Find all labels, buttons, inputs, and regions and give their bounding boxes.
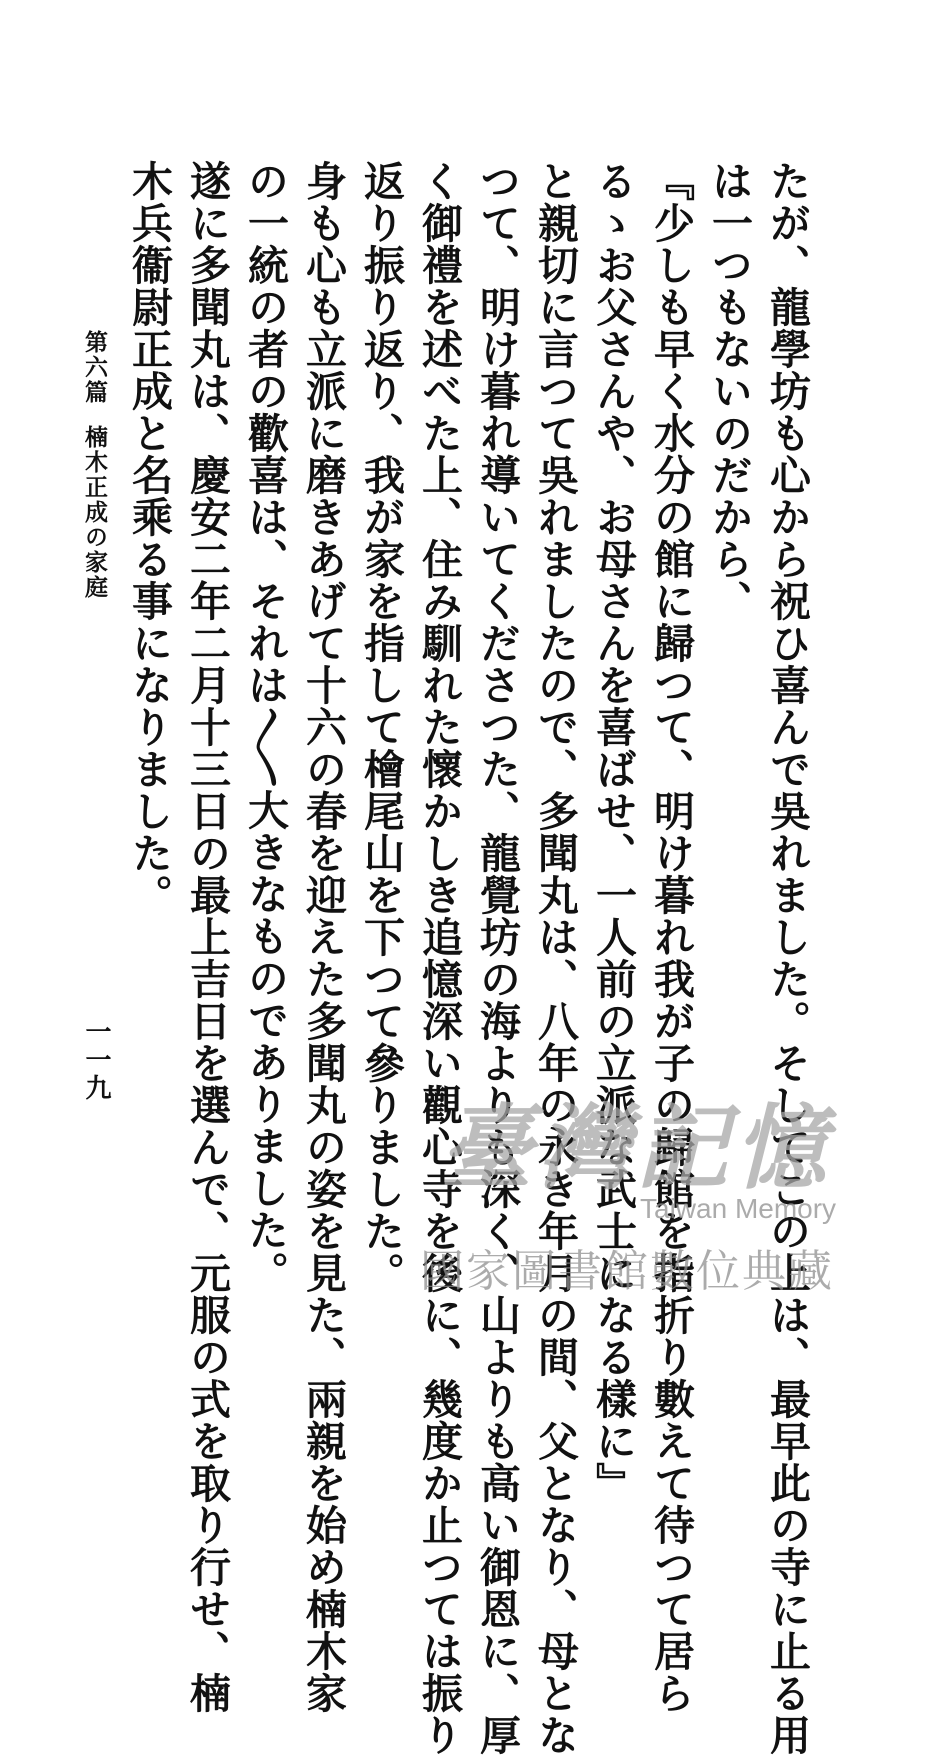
watermark-logo: 臺灣記憶 [440, 1094, 833, 1202]
body-line: つて、明け暮れ導いてくださつた、龍覺坊の海よりも深く、山よりも高い御恩に、厚 [473, 160, 521, 1756]
body-line: 遂に多聞丸は、慶安二年二月十三日の最上吉日を選んで、元服の式を取り行せ、楠 [183, 160, 231, 1714]
body-line: るゝお父さんや、お母さんを喜ばせ、一人前の立派な武士になる樣に』 [589, 160, 637, 1504]
body-line: の一統の者の歡喜は、それは〱大きなものでありました。 [241, 160, 289, 1293]
body-line: 木兵衞尉正成と名乘る事になりました。 [125, 160, 173, 916]
running-header [78, 330, 111, 600]
page-number: 一一九 [81, 1018, 111, 1102]
chapter-title: 楠木正成の家庭 [81, 425, 108, 600]
body-line: たが、龍學坊も心から祝ひ喜んで吳れました。そしてこの上は、最早此の寺に止る用 [763, 160, 811, 1756]
watermark-english: Taiwan Memory [640, 1193, 837, 1224]
chapter-number: 第六篇 [81, 330, 108, 405]
body-line: 『少しも早く水分の館に歸つて、明け暮れ我が子の歸館を指折り數えて待つて居ら [647, 160, 695, 1714]
body-line: と親切に言つて吳れましたので、多聞丸は、八年の永き年月の間、父となり、母とな [531, 160, 579, 1756]
body-line: く御禮を述べた上、住み馴れた懷かしき追憶深い觀心寺を後に、幾度か止つては振り [415, 160, 463, 1756]
watermark-chinese: 國家圖書館數位典藏 [420, 1246, 834, 1297]
body-text [120, 160, 816, 1756]
body-line: 身も心も立派に磨きあげて十六の春を迎えた多聞丸の姿を見た、兩親を始め楠木家 [299, 160, 347, 1714]
body-line: は一つもないのだから、 [705, 160, 753, 622]
body-line: 返り振り返り、我が家を指して檜尾山を下つて參りました。 [357, 160, 405, 1294]
